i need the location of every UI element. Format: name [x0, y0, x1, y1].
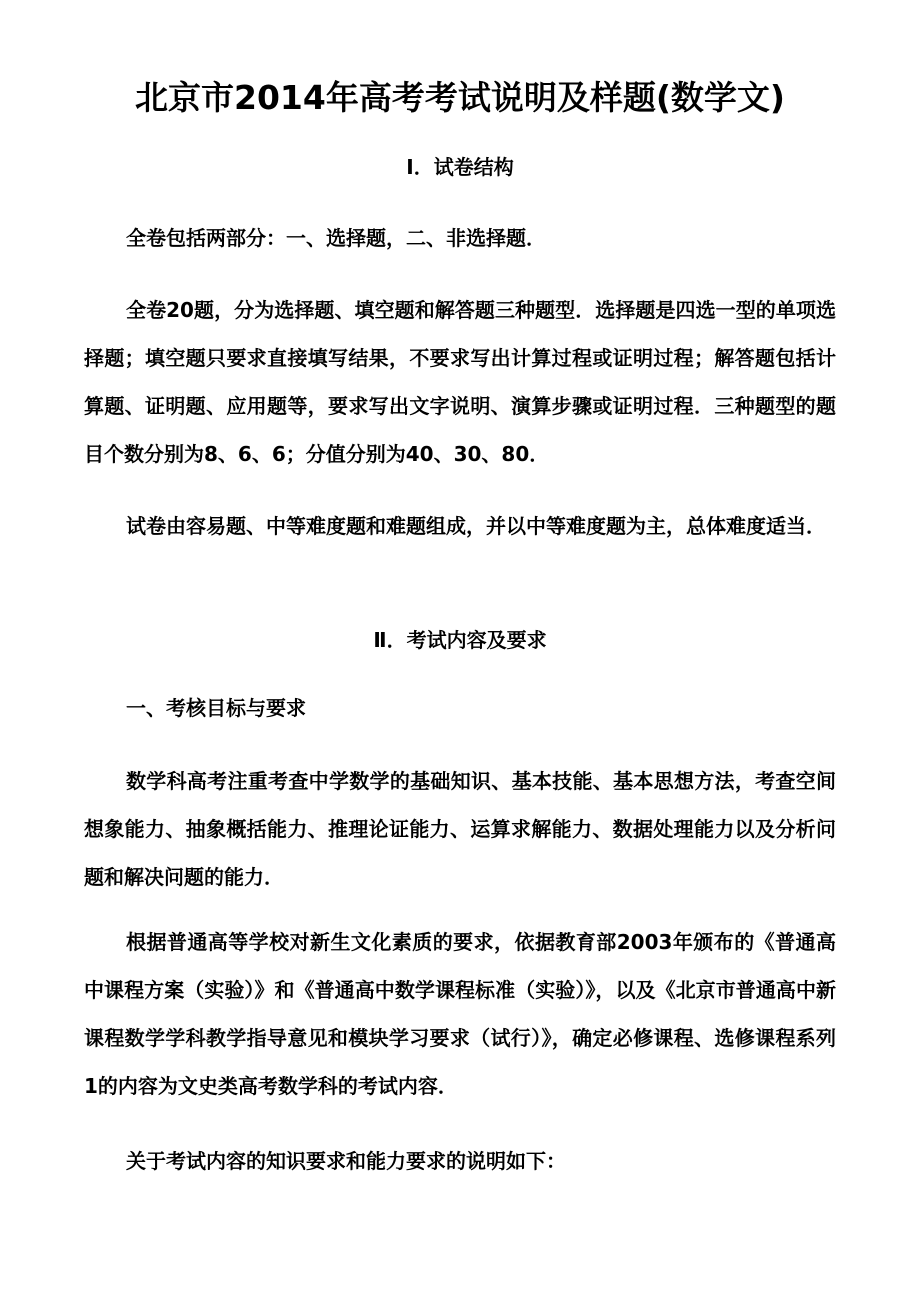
paragraph-question-types: 全卷20题，分为选择题、填空题和解答题三种题型．选择题是四选一型的单项选择题；填空题只要求直接填写结果，不要求写出计算过程或证明过程；解答题包括计算题、证明题、应用题等，要求写出文字说明、演算步骤或证明过程．三种题型的题目个数分别为8、6、6；分值分别为40、30、80． — [84, 298, 836, 466]
section-heading-content: Ⅱ．考试内容及要求 — [373, 628, 547, 652]
paragraph-curriculum: 根据普通高等学校对新生文化素质的要求，依据教育部2003年颁布的《普通高中课程方案（实验）》和《普通高中数学课程标准（实验）》，以及《北京市普通高中新课程数学学科教学指导意见和模块学习要求（试行）》，确定必修课程、选修课程系列1的内容为文史类高考数学科的考试内容． — [84, 930, 836, 1098]
paragraph-difficulty: 试卷由容易题、中等难度题和难题组成，并以中等难度题为主，总体难度适当． — [126, 514, 826, 538]
paragraph-requirements-intro: 关于考试内容的知识要求和能力要求的说明如下： — [126, 1149, 566, 1173]
document-title: 北京市2014年高考考试说明及样题(数学文) — [134, 78, 785, 117]
paragraph-objectives: 数学科高考注重考查中学数学的基础知识、基本技能、基本思想方法，考查空间想象能力、抽象概括能力、推理论证能力、运算求解能力、数据处理能力以及分析问题和解决问题的能力． — [84, 769, 836, 889]
subheading-objectives: 一、考核目标与要求 — [126, 696, 306, 720]
paragraph-parts: 全卷包括两部分：一、选择题，二、非选择题． — [126, 226, 546, 250]
section-heading-structure: Ⅰ．试卷结构 — [406, 155, 514, 179]
